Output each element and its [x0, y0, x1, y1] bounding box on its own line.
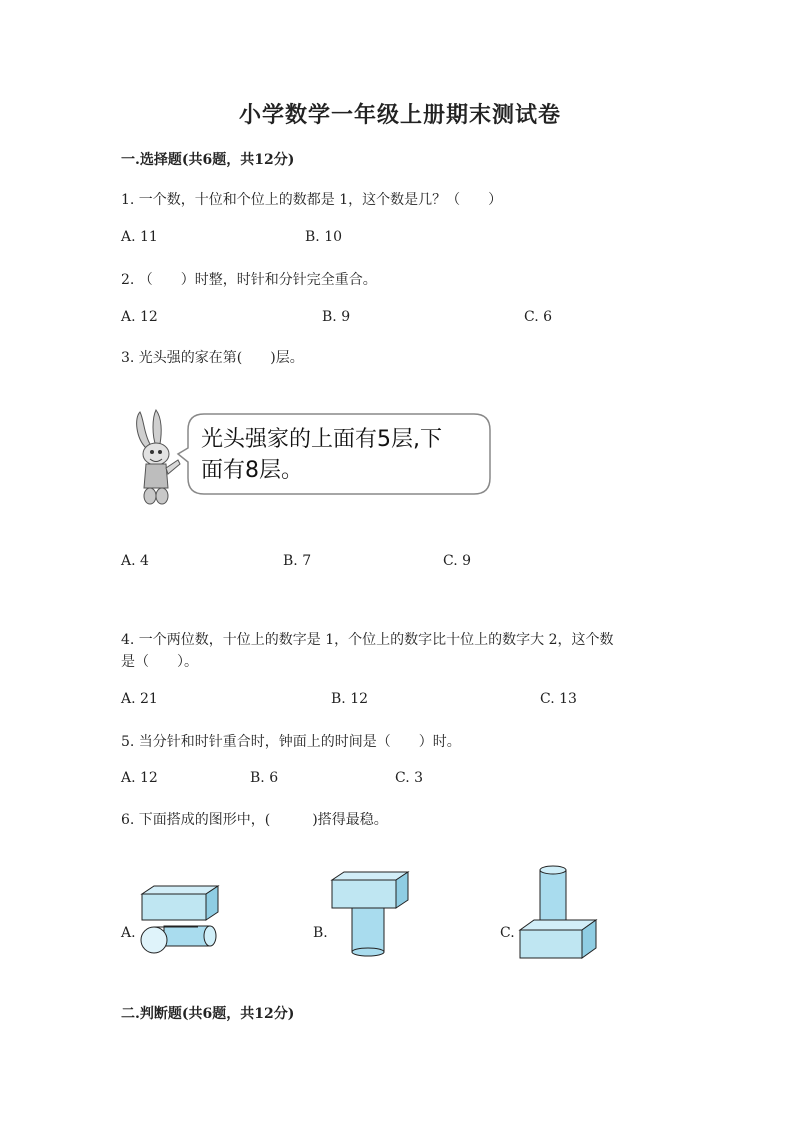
- question-4-option-b[interactable]: B. 12: [331, 691, 369, 707]
- section-heading-true-false: 二.判断题(共6题，共12分): [121, 1006, 295, 1022]
- question-3-option-c[interactable]: C. 9: [443, 553, 472, 569]
- question-3-stem: 3. 光头强的家在第( )层。: [121, 350, 304, 366]
- question-5-option-a[interactable]: A. 12: [121, 770, 158, 786]
- question-2-option-b[interactable]: B. 9: [322, 309, 351, 325]
- question-3-option-b[interactable]: B. 7: [283, 553, 312, 569]
- question-6-stem: 6. 下面搭成的图形中，( )搭得最稳。: [121, 812, 388, 828]
- question-6-option-b-label[interactable]: B.: [313, 925, 328, 941]
- option-b-shape-box-on-cylinder-upright[interactable]: [328, 868, 412, 960]
- question-5-option-b[interactable]: B. 6: [250, 770, 279, 786]
- question-6-option-c-label[interactable]: C.: [500, 925, 515, 941]
- option-a-shape-box-on-cylinder[interactable]: [138, 880, 222, 960]
- question-4-option-a[interactable]: A. 21: [121, 691, 158, 707]
- section-heading-choice: 一.选择题(共6题，共12分): [121, 152, 295, 168]
- speech-bubble-line-2: 面有8层。: [201, 458, 303, 483]
- question-2-option-c[interactable]: C. 6: [524, 309, 553, 325]
- question-5-stem: 5. 当分针和时针重合时，钟面上的时间是（ ）时。: [121, 734, 461, 750]
- question-2-option-a[interactable]: A. 12: [121, 309, 158, 325]
- speech-bubble-line-1: 光头强家的上面有5层,下: [201, 427, 442, 452]
- question-2-stem: 2. （ ）时整，时针和分针完全重合。: [121, 272, 377, 288]
- question-4-stem-line-2: 是（ ）。: [121, 654, 198, 670]
- question-5-option-c[interactable]: C. 3: [395, 770, 424, 786]
- question-1-option-a[interactable]: A. 11: [121, 229, 158, 245]
- question-1-option-b[interactable]: B. 10: [305, 229, 343, 245]
- option-c-shape-cylinder-on-box[interactable]: [516, 862, 600, 960]
- question-6-option-a-label[interactable]: A.: [121, 925, 136, 941]
- question-3-option-a[interactable]: A. 4: [121, 553, 149, 569]
- question-4-stem-line-1: 4. 一个两位数，十位上的数字是 1，个位上的数字比十位上的数字大 2，这个数: [121, 632, 614, 648]
- page-title: 小学数学一年级上册期末测试卷: [238, 102, 561, 128]
- question-1-stem: 1. 一个数，十位和个位上的数都是 1，这个数是几？（ ）: [121, 192, 503, 208]
- question-4-option-c[interactable]: C. 13: [540, 691, 577, 707]
